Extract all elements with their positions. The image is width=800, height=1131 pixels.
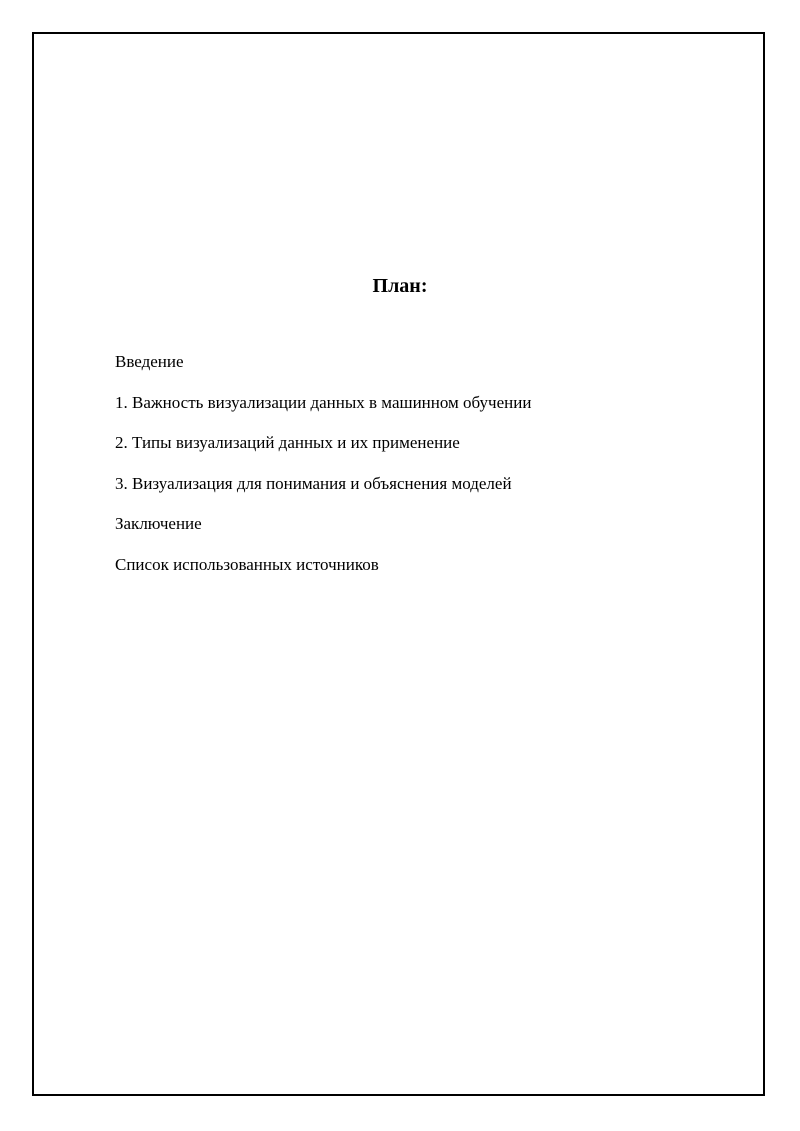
plan-item-section-2: 2. Типы визуализаций данных и их применение — [115, 433, 460, 452]
plan-item-section-1: 1. Важность визуализации данных в машинном обучении — [115, 392, 532, 412]
plan-list — [115, 348, 531, 591]
page-title: План: — [372, 275, 428, 297]
plan-item-section-3: 3. Визуализация для понимания и объяснения моделей — [115, 473, 512, 493]
plan-item-conclusion: Заключение — [115, 514, 202, 533]
plan-item-introduction: Введение — [115, 352, 184, 371]
plan-item-references: Список использованных источников — [115, 554, 379, 574]
